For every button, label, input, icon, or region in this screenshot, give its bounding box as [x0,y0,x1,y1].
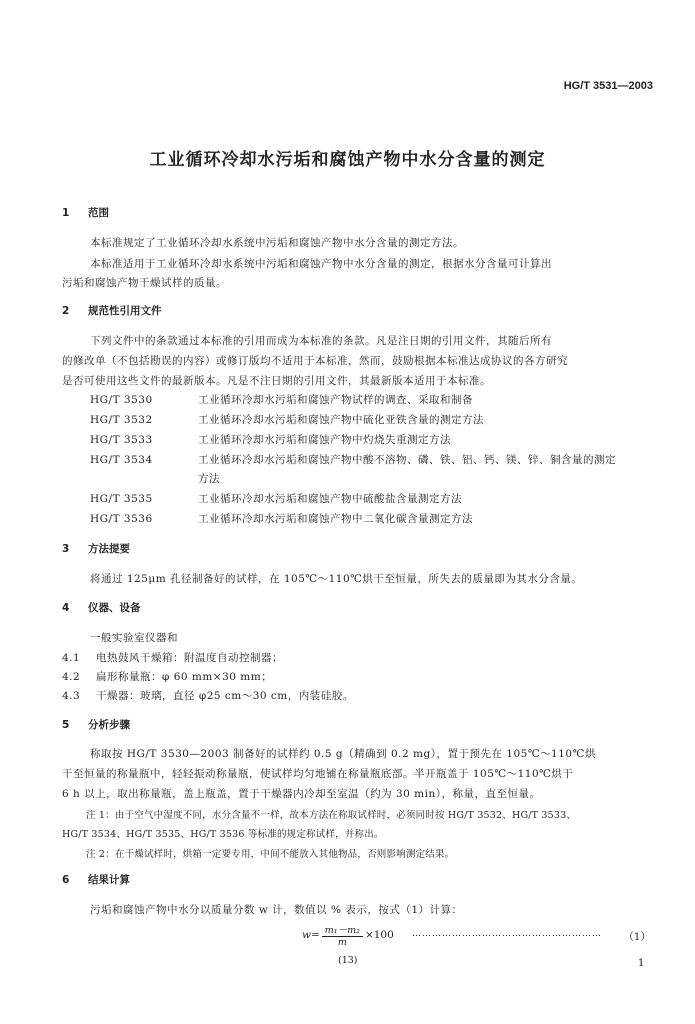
reference-title: 工业循环冷却水污垢和腐蚀产物中酸不溶物、磷、铁、铝、钙、镁、锌、铜含量的测定 [198,454,616,466]
paragraph: 干至恒量的称量瓶中，轻轻振动称量瓶，使试样均匀地铺在称量瓶底部。半开瓶盖于 105℃～110℃烘干 [62,768,574,780]
reference-item [90,452,616,467]
standard-code: HG/T 3531—2003 [563,80,653,92]
item-text: 干燥器：玻璃，直径 φ25 cm～30 cm，内装硅胶。 [96,690,354,702]
formula-lhs: w= [302,929,320,941]
note: 注 2：在干燥试样时，烘箱一定要专用，中间不能放入其他物品，否则影响测定结果。 [86,849,455,860]
paragraph: 本标准适用于工业循环冷却水系统中污垢和腐蚀产物中水分含量的测定，根据水分含量可计算出 [90,258,552,270]
section-1-heading [62,205,109,220]
section-4-heading [62,600,141,615]
item-number: 4.2 [62,671,81,683]
section-number: 6 [62,874,70,886]
section-number: 4 [62,602,70,614]
paragraph: 的修改单（不包括勘误的内容）或修订版均不适用于本标准，然而，鼓励根据本标准达成协议的各方研究 [62,355,568,367]
reference-title: 工业循环冷却水污垢和腐蚀产物中硫酸盐含量测定方法 [198,493,462,505]
section-number: 1 [62,207,70,219]
section-3-heading [62,541,130,556]
note: 注 1：由于空气中湿度不同，水分含量不一样，故本方法在称取试样时，必须同时按 HG/T 3532、HG/T 3533、 [86,810,577,821]
formula [302,922,394,948]
paragraph: 污垢和腐蚀产物干燥试样的质量。 [62,277,227,289]
reference-item [90,392,473,407]
paragraph: 6 h 以上，取出称量瓶，盖上瓶盖，置于干燥器内冷却至室温（约为 30 min），称量，直至恒量。 [62,788,541,800]
item-number: 4.3 [62,690,81,702]
equation-number: （1） [623,931,651,943]
section-6-heading [62,872,130,887]
paragraph: 称取按 HG/T 3530—2003 制备好的试样约 0.5 g（精确到 0.2 mg），置于预先在 105℃～110℃烘 [90,748,596,760]
reference-title: 工业循环冷却水污垢和腐蚀产物中二氧化碳含量测定方法 [198,513,473,525]
reference-code: HG/T 3536 [90,513,153,525]
formula-fraction [322,922,363,948]
section-2-heading [62,303,162,318]
reference-item [90,432,451,447]
reference-code: HG/T 3532 [90,414,153,426]
equipment-item [62,669,272,684]
section-5-heading [62,717,130,732]
paragraph: 将通过 125μm 孔径制备好的试样，在 105℃～110℃烘干至恒量，所失去的质量即为其水分含量。 [90,573,583,585]
page-number: 1 [637,957,645,969]
section-number: 5 [62,719,70,731]
reference-title: 工业循环冷却水污垢和腐蚀产物中灼烧失重测定方法 [198,434,451,446]
item-text: 电热鼓风干燥箱：附温度自动控制器； [96,652,283,664]
section-title: 分析步骤 [88,719,130,731]
note: HG/T 3534、HG/T 3535、HG/T 3536 等标准的规定称试样，并称出。 [62,829,384,840]
footer-code: (13) [338,955,358,966]
section-number: 3 [62,543,70,555]
reference-code: HG/T 3535 [90,493,153,505]
reference-title-continued: 方法 [198,473,220,485]
item-number: 4.1 [62,652,81,664]
section-title: 结果计算 [88,874,130,886]
reference-code: HG/T 3530 [90,394,153,406]
reference-title: 工业循环冷却水污垢和腐蚀产物试样的调查、采取和制备 [198,394,473,406]
formula-denominator: m [337,937,347,948]
paragraph: 下列文件中的条款通过本标准的引用而成为本标准的条款。凡是注日期的引用文件，其随后所有 [90,335,552,347]
section-number: 2 [62,305,70,317]
reference-code: HG/T 3533 [90,434,153,446]
formula-leader: ………………………………………………… [412,929,602,939]
reference-item [90,511,473,526]
paragraph: 一般实验室仪器和 [90,632,178,644]
reference-code: HG/T 3534 [90,454,153,466]
paragraph: 是否可使用这些文件的最新版本。凡是不注日期的引用文件，其最新版本适用于本标准。 [62,375,491,387]
reference-item [90,491,462,506]
reference-item [90,412,484,427]
section-title: 范围 [88,207,109,219]
formula-rhs: ×100 [364,929,394,941]
item-text: 扁形称量瓶：φ 60 mm×30 mm； [96,671,273,683]
section-title: 方法提要 [88,543,130,555]
equipment-item [62,650,283,665]
page-title: 工业循环冷却水污垢和腐蚀产物中水分含量的测定 [149,150,546,170]
paragraph: 污垢和腐蚀产物中水分以质量分数 w 计，数值以 % 表示，按式（1）计算： [90,904,463,916]
section-title: 仪器、设备 [88,602,141,614]
equipment-item [62,688,354,703]
paragraph: 本标准规定了工业循环冷却水系统中污垢和腐蚀产物中水分含量的测定方法。 [90,237,464,249]
section-title: 规范性引用文件 [88,305,162,317]
reference-title: 工业循环冷却水污垢和腐蚀产物中硫化亚铁含量的测定方法 [198,414,484,426]
formula-numerator: m₁－m₂ [322,922,363,937]
